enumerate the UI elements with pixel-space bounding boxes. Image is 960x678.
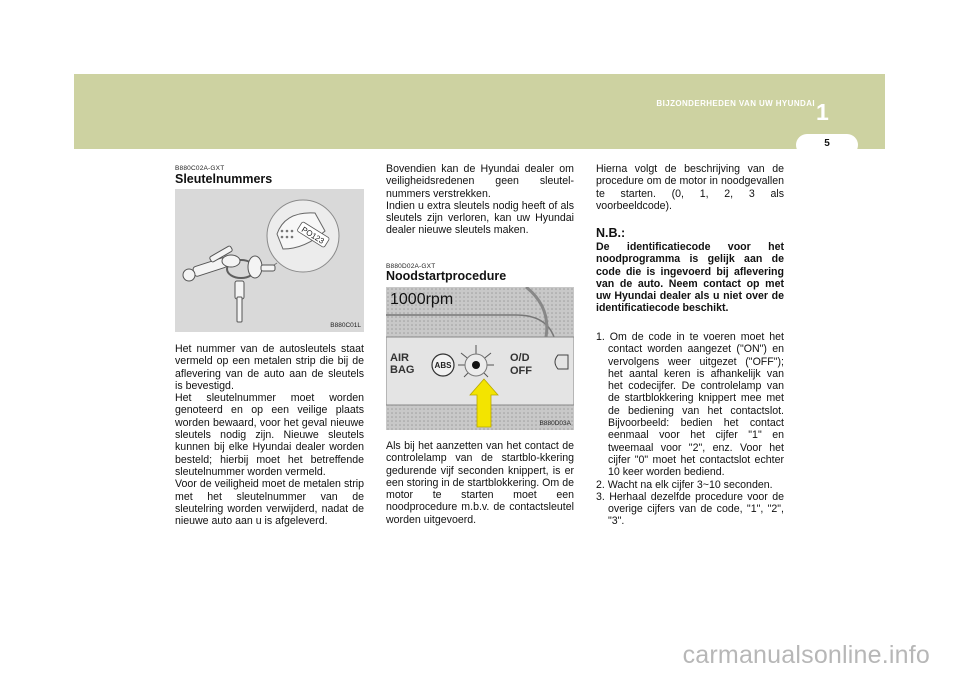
key-tag-text: PO123	[299, 225, 326, 246]
od-label-line1: O/D	[510, 352, 530, 364]
paragraph: Indien u extra sleutels nodig heeft of als sleutels zijn verloren, kan uw Hyundai dealer nieuwe sleutels maken.	[386, 199, 574, 237]
page-number: 5	[824, 138, 830, 149]
list-item: 1. Om de code in te voeren moet het contact worden aangezet ("ON") en vervolgens weer uitgezet ("OFF"); het aantal keren is afhankelijk van het codecijfer. De controlelamp van de startblokkering knippert mee met de bediening van het contactslot. Bijvoorbeeld: bedien het contact eenmaal voor het cijfer "1" en tweemaal voor "2", enz. Voor het cijfer "0" moet het contactslot echter 10 keer worden bediend.	[596, 331, 784, 479]
od-label-line2: OFF	[510, 365, 532, 377]
section-heading: Noodstartprocedure	[386, 269, 507, 283]
keys-figure	[175, 189, 364, 332]
column2-intro	[386, 163, 574, 237]
column2-text: Als bij het aanzetten van het contact de controlelamp van de startblo-kkering gedurende vijf seconden knippert, is er een storing in de startblokkering. Om de motor te starten moet een noodprocedure m.b.v. de contactsleutel worden uitgevoerd.	[386, 440, 574, 526]
section-code: B880D02A-GXT	[386, 263, 436, 270]
paragraph: Het nummer van de autosleutels staat vermeld op een metalen strip die bij de aflevering van de auto aan de sleutels is bevestigd.	[175, 343, 364, 392]
watermark: carmanualsonline.info	[682, 641, 930, 669]
section-code: B880C02A-GXT	[175, 165, 225, 172]
airbag-label-line2: BAG	[390, 364, 415, 376]
paragraph: Bovendien kan de Hyundai dealer om veiligheidsredenen geen sleutel-nummers verstrekken.	[386, 163, 574, 200]
section-title: BIJZONDERHEDEN VAN UW HYUNDAI	[656, 99, 815, 108]
list-item: 3. Herhaal dezelfde procedure voor de overige cijfers van de code, "1", "2", "3".	[596, 490, 784, 528]
dashboard-figure	[386, 287, 574, 430]
column1-text	[175, 343, 364, 527]
list-item: 2. Wacht na elk cijfer 3~10 seconden.	[596, 478, 773, 491]
section-heading: Sleutelnummers	[175, 172, 273, 186]
paragraph: Het sleutelnummer moet worden genoteerd en op een veilige plaats worden bewaard, voor het geval nieuwe sleutels nodig zijn. Nieuwe sleutels kunnen bij elke Hyundai dealer worden besteld; hierbij moet het betreffende sleutelnummer worden vermeld.	[175, 392, 364, 478]
airbag-label-line1: AIR	[390, 352, 409, 364]
keys-illustration	[175, 189, 364, 332]
paragraph: Voor de veiligheid moet de metalen strip met het sleutelnummer van de sleutelring worden verwijderd, nadat de nieuwe auto aan u is afgeleverd.	[175, 478, 364, 528]
procedure-steps	[596, 331, 784, 528]
figure-code: B880C01L	[330, 322, 361, 329]
rpm-readout: 1000rpm	[390, 291, 454, 308]
note-text: De identificatiecode voor het noodprogramma is gelijk aan de code die is ingevoerd bij aflevering van de auto. Neem contact op met uw Hyundai dealer als u niet over de identificatiecode beschikt.	[596, 241, 784, 315]
dashboard-illustration	[386, 287, 574, 430]
note-title: N.B.:	[596, 226, 626, 240]
abs-label: ABS	[434, 361, 452, 370]
header-band	[74, 74, 885, 149]
column3-intro: Hierna volgt de beschrijving van de procedure om de motor in noodgevallen te starten. (0, 1, 2, 3 als voorbeeldcode).	[596, 163, 784, 212]
chapter-number: 1	[816, 99, 829, 125]
figure-code: B880D03A	[539, 420, 571, 427]
